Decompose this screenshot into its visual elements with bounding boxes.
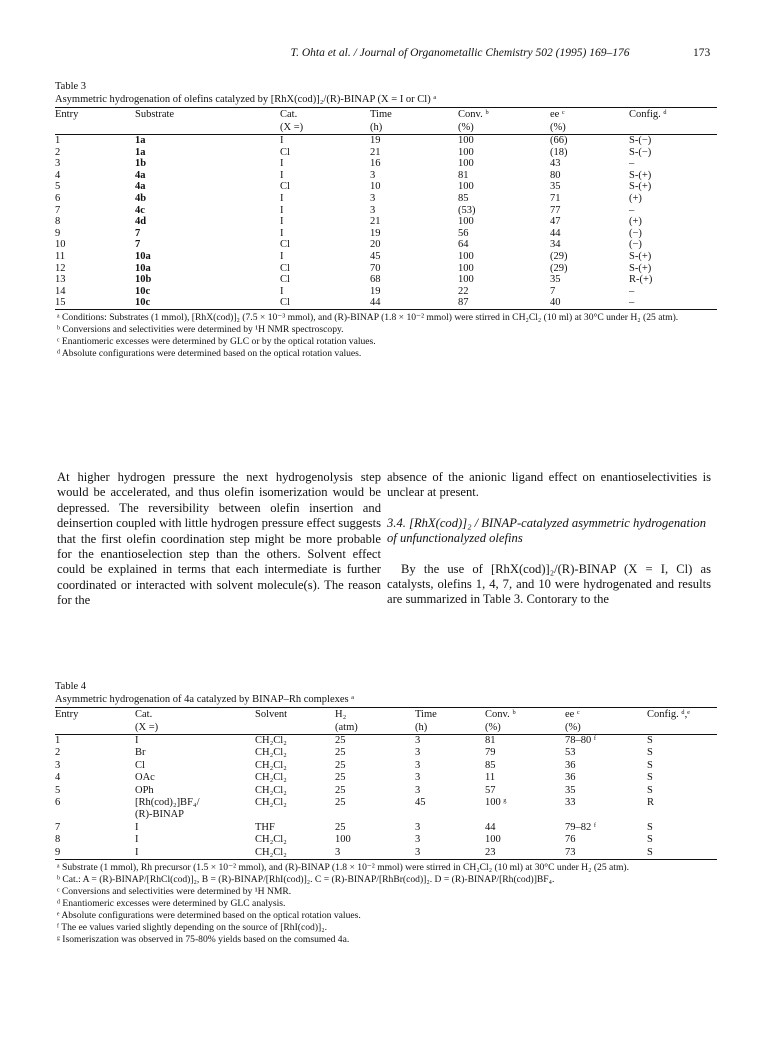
table-4-cell: 3	[415, 784, 421, 796]
table-row	[55, 170, 717, 182]
table-4-footnote: ᵍ Isomeriszation was observed in 75-80% yields based on the comsumed 4a.	[57, 934, 350, 946]
table-4-header-cell: (h)	[415, 721, 485, 735]
table-4-header-cell	[55, 721, 135, 735]
table-4-cell: Br	[135, 747, 146, 759]
table-4-cell: [Rh(cod)₂]BF₄/	[135, 797, 200, 809]
table-4-cell: 25	[335, 759, 346, 771]
table-4-cell: CH₂Cl₂	[255, 846, 287, 858]
table-3-header-cell: (h)	[370, 121, 458, 135]
table-3-cell: 1a	[135, 146, 146, 158]
table-3-cell: 70	[370, 262, 381, 274]
table-4-header-row	[55, 708, 717, 722]
table-4-header-cell: Solvent	[255, 709, 288, 720]
table-3-cell: I	[280, 169, 284, 181]
table-3-cell: (53)	[458, 204, 476, 216]
table-3-cell: 100	[458, 135, 474, 146]
table-4-footnotes	[55, 862, 717, 946]
table-4-block	[55, 680, 717, 946]
table-3-cell: 10c	[135, 285, 151, 297]
table-3-cell: 14	[55, 285, 66, 297]
table-3-label: Table 3	[55, 81, 87, 92]
table-4-cell: 36	[565, 772, 576, 784]
table-3-header-cell: (%)	[550, 121, 629, 135]
table-3-cell: 71	[550, 192, 561, 204]
table-4-cell: 79–82 ᶠ	[565, 821, 597, 833]
table-4-cell: 53	[565, 747, 576, 759]
table-3-cell: 100	[458, 146, 474, 158]
table-4-cell: 36	[565, 759, 576, 771]
table-row	[55, 205, 717, 217]
table-3-cell: 4	[55, 169, 61, 181]
table-3-cell: 44	[370, 297, 381, 309]
table-4-cell: 57	[485, 784, 496, 796]
table-3-footnote: ᶜ Enantiomeric excesses were determined by GLC or by the optical rotation values.	[57, 335, 376, 347]
table-4-cell: 81	[485, 735, 496, 746]
table-4-header-cell: H₂	[335, 709, 347, 720]
table-4-cell	[335, 809, 415, 821]
table-row	[55, 797, 717, 809]
table-3-cell: S-(+)	[629, 250, 652, 262]
table-3-header-row	[55, 108, 717, 122]
table-3-cell: 7	[55, 204, 61, 216]
table-4-cell: I	[135, 821, 139, 833]
table-3-cell: 20	[370, 239, 381, 251]
table-row	[55, 228, 717, 240]
table-3-cell: 44	[550, 227, 561, 239]
table-4-header-cell: (%)	[565, 721, 647, 735]
table-4-cell: THF	[255, 821, 275, 833]
table-3-cell: 68	[370, 274, 381, 286]
table-3-header-cell: ee ᶜ	[550, 109, 565, 120]
table-4-cell: (R)-BINAP	[135, 809, 184, 821]
table-3-cell: (−)	[629, 239, 642, 251]
table-row	[55, 193, 717, 205]
table-4-cell: OPh	[135, 784, 154, 796]
table-3-header-cell	[55, 121, 135, 135]
table-3-cell: I	[280, 250, 284, 262]
table-4-cell: 25	[335, 747, 346, 759]
table-4	[55, 707, 717, 860]
table-4-cell: 8	[55, 834, 61, 846]
table-4-cell: 73	[565, 846, 576, 858]
table-3-cell: 5	[55, 181, 61, 193]
table-4-cell: S	[647, 784, 653, 796]
table-row	[55, 747, 717, 759]
table-3-cell: 16	[370, 158, 381, 170]
table-4-header-cell	[255, 721, 335, 735]
table-3-cell: I	[280, 192, 284, 204]
running-head: T. Ohta et al. / Journal of Organometallic Chemistry 502 (1995) 169–176	[290, 47, 630, 59]
table-4-cell: CH₂Cl₂	[255, 784, 287, 796]
table-3-cell: 35	[550, 274, 561, 286]
table-3-header-cell: (X =)	[280, 121, 370, 135]
table-4-cell: CH₂Cl₂	[255, 797, 287, 809]
table-3-cell: 100	[458, 216, 474, 228]
table-3-cell: 3	[55, 158, 61, 170]
table-4-cell: 3	[415, 747, 421, 759]
table-3-cell: 10	[55, 239, 66, 251]
table-4-cell: 4	[55, 772, 61, 784]
table-3-cell: 81	[458, 169, 469, 181]
table-3-cell: S-(−)	[629, 146, 652, 158]
table-4-cell	[485, 809, 565, 821]
table-3-cell: 77	[550, 204, 561, 216]
table-3-cell: 85	[458, 192, 469, 204]
table-3-cell: 87	[458, 297, 469, 309]
table-4-footnote: ᶠ The ee values varied slightly depending on the source of [RhI(cod)]₂.	[57, 922, 327, 934]
table-3-cell: 45	[370, 250, 381, 262]
table-4-cell: 100 ᵍ	[485, 797, 507, 809]
table-4-cell: CH₂Cl₂	[255, 772, 287, 784]
table-4-cell: 6	[55, 797, 61, 809]
table-4-cell	[647, 809, 717, 821]
table-3-cell: 4d	[135, 216, 147, 228]
table-3-cell: 100	[458, 181, 474, 193]
table-3-cell: 1b	[135, 158, 147, 170]
table-row	[55, 216, 717, 228]
table-3-cell: 10a	[135, 262, 151, 274]
table-3-cell: 3	[370, 204, 376, 216]
table-4-cell: 35	[565, 784, 576, 796]
table-row	[55, 251, 717, 263]
table-3-cell: S-(+)	[629, 181, 652, 193]
table-4-cell: CH₂Cl₂	[255, 735, 287, 746]
body-column-right	[387, 470, 711, 608]
table-3-cell: 8	[55, 216, 61, 228]
table-row	[55, 297, 717, 309]
table-3-caption: Asymmetric hydrogenation of olefins catalyzed by [RhX(cod)]₂/(R)-BINAP (X = I or Cl) ᵃ	[55, 94, 437, 105]
table-4-cell: 33	[565, 797, 576, 809]
table-3-cell: 40	[550, 297, 561, 309]
table-3-cell: 43	[550, 158, 561, 170]
table-4-cell: S	[647, 834, 653, 846]
table-4-cell: 25	[335, 784, 346, 796]
table-4-header-cell: Conv. ᵇ	[485, 709, 516, 720]
table-4-cell: 3	[335, 846, 341, 858]
table-3-cell: 10a	[135, 250, 151, 262]
table-4-cell: S	[647, 772, 653, 784]
table-row	[55, 135, 717, 147]
table-3-header-cell: Time	[370, 109, 392, 120]
table-3-cell: 34	[550, 239, 561, 251]
table-3-cell: 100	[458, 158, 474, 170]
table-3-cell: 4a	[135, 169, 146, 181]
table-row	[55, 809, 717, 821]
table-row	[55, 286, 717, 298]
table-row	[55, 785, 717, 797]
table-4-cell: 3	[415, 759, 421, 771]
table-3-cell: 11	[55, 250, 66, 262]
table-3-cell: 4c	[135, 204, 145, 216]
table-3-header-cell: Cat.	[280, 109, 298, 120]
table-3-cell: 1	[55, 135, 61, 146]
table-row	[55, 147, 717, 159]
table-3-cell: (18)	[550, 146, 568, 158]
table-3-cell: 4b	[135, 192, 147, 204]
table-4-cell	[565, 809, 647, 821]
table-3-header-cell: Conv. ᵇ	[458, 109, 489, 120]
table-row	[55, 772, 717, 784]
table-3-cell: 21	[370, 216, 381, 228]
table-row	[55, 158, 717, 170]
table-4-cell: S	[647, 846, 653, 858]
table-3-cell: 80	[550, 169, 561, 181]
table-3-cell: I	[280, 227, 284, 239]
table-3-cell: –	[629, 204, 635, 216]
table-3-subheader-row	[55, 121, 717, 135]
table-3-cell: 35	[550, 181, 561, 193]
table-3-cell: 13	[55, 274, 66, 286]
table-4-caption: Asymmetric hydrogenation of 4a catalyzed by BINAP–Rh complexes ᵃ	[55, 694, 355, 705]
table-4-cell	[255, 809, 335, 821]
table-3-header-cell	[629, 121, 717, 135]
table-row	[55, 735, 717, 748]
table-3-cell: 64	[458, 239, 469, 251]
table-3-cell: S-(+)	[629, 262, 652, 274]
table-3-cell: 10b	[135, 274, 152, 286]
body-paragraph: At higher hydrogen pressure the next hydrogenolysis step would be accelerated, and thus olefin isomerization would be depressed. The reversibility between olefin insertion and deinsertion coupled with little hydrogen pressure effect suggests that the first olefin coordination step might be more probable for the enantioselection step than the others. Solvent effect could be explained in terms that each intermediate is further coordinated or interacted with solvent molecule(s). The reason for the	[57, 470, 381, 608]
table-3-cell: 100	[458, 250, 474, 262]
table-3-cell: (+)	[629, 216, 642, 228]
table-3-cell: 15	[55, 297, 66, 309]
table-4-cell: 25	[335, 821, 346, 833]
body-paragraph: absence of the anionic ligand effect on enantioselectivities is unclear at present.	[387, 470, 711, 500]
table-3-footnotes	[55, 312, 717, 360]
table-4-cell: 5	[55, 784, 61, 796]
table-row	[55, 263, 717, 275]
table-4-header-cell	[647, 721, 717, 735]
table-3-cell: S-(−)	[629, 135, 652, 146]
table-3-cell: 1a	[135, 135, 146, 146]
table-4-cell: I	[135, 846, 139, 858]
table-row	[55, 760, 717, 772]
table-3-footnote: ᵈ Absolute configurations were determined based on the optical rotation values.	[57, 347, 362, 359]
table-3-cell: Cl	[280, 181, 290, 193]
table-3-cell: 21	[370, 146, 381, 158]
table-3-header-cell: Substrate	[135, 109, 175, 120]
table-4-header-cell: Cat.	[135, 709, 153, 720]
table-4-cell: 85	[485, 759, 496, 771]
table-4-footnote: ᵈ Enantiomeric excesses were determined by GLC analysis.	[57, 898, 286, 910]
table-3-cell: 100	[458, 262, 474, 274]
table-4-cell: 11	[485, 772, 496, 784]
table-3-cell: (−)	[629, 227, 642, 239]
table-3-cell: 7	[550, 285, 556, 297]
table-4-header-cell: (%)	[485, 721, 565, 735]
table-4-header-cell: (atm)	[335, 721, 415, 735]
table-3-cell: 10	[370, 181, 381, 193]
table-4-cell: 44	[485, 821, 496, 833]
table-4-header-cell: ee ᶜ	[565, 709, 580, 720]
table-3-cell: –	[629, 297, 635, 309]
table-3-cell: 3	[370, 192, 376, 204]
table-4-cell: 2	[55, 747, 61, 759]
table-4-cell: OAc	[135, 772, 155, 784]
table-4-cell: S	[647, 759, 653, 771]
table-4-cell: 3	[55, 759, 61, 771]
table-3-cell: I	[280, 158, 284, 170]
table-4-footnote: ᶜ Conversions and selectivities were determined by ¹H NMR.	[57, 886, 292, 898]
table-3-cell: 19	[370, 285, 381, 297]
table-row	[55, 847, 717, 860]
table-3-cell: (66)	[550, 135, 568, 146]
table-3-cell: Cl	[280, 274, 290, 286]
table-4-cell: 25	[335, 772, 346, 784]
table-4-cell: 100	[485, 834, 501, 846]
table-3-cell: I	[280, 204, 284, 216]
table-3-cell: I	[280, 135, 284, 146]
table-4-cell: Cl	[135, 759, 145, 771]
table-3-cell: 19	[370, 227, 381, 239]
table-4-header-cell: (X =)	[135, 721, 255, 735]
table-3-cell: Cl	[280, 239, 290, 251]
table-3-cell: 56	[458, 227, 469, 239]
table-3-footnote: ᵇ Conversions and selectivities were determined by ¹H NMR spectroscopy.	[57, 323, 344, 335]
table-3-cell: (+)	[629, 192, 642, 204]
table-4-cell: CH₂Cl₂	[255, 747, 287, 759]
section-heading: 3.4. [RhX(cod)]₂ / BINAP-catalyzed asymmetric hydrogenation of unfunctionalyzed olefins	[387, 515, 707, 546]
table-3-cell: Cl	[280, 297, 290, 309]
table-4-footnote: ᵃ Substrate (1 mmol), Rh precursor (1.5 × 10⁻² mmol), and (R)-BINAP (1.8 × 10⁻² mmol) were stirred in CH₂Cl₂ (10 ml) at 30°C under H₂ (25 atm).	[57, 862, 630, 874]
table-4-cell: 3	[415, 772, 421, 784]
table-3-cell: 12	[55, 262, 66, 274]
table-4-cell: CH₂Cl₂	[255, 834, 287, 846]
table-3-header-cell: Config. ᵈ	[629, 109, 667, 120]
table-4-cell: 9	[55, 846, 61, 858]
table-3-cell: 10c	[135, 297, 151, 309]
table-4-subheader-row	[55, 721, 717, 735]
table-row	[55, 181, 717, 193]
table-3-cell: 7	[135, 227, 141, 239]
table-3-cell: R-(+)	[629, 274, 653, 286]
table-3-cell: 22	[458, 285, 469, 297]
table-4-cell: 3	[415, 821, 421, 833]
table-row	[55, 239, 717, 251]
table-3-cell: (29)	[550, 262, 568, 274]
table-4-cell: 25	[335, 735, 346, 746]
table-4-cell	[55, 809, 135, 821]
table-3-block	[55, 80, 717, 360]
table-row	[55, 274, 717, 286]
table-3-header-cell: Entry	[55, 109, 79, 120]
table-4-cell: CH₂Cl₂	[255, 759, 287, 771]
table-3-cell: (29)	[550, 250, 568, 262]
table-4-cell: 100	[335, 834, 351, 846]
table-4-cell: 25	[335, 797, 346, 809]
table-4-body	[55, 735, 717, 860]
table-4-cell: 79	[485, 747, 496, 759]
table-3-footnote: ᵃ Conditions: Substrates (1 mmol), [RhX(cod)]₂ (7.5 × 10⁻³ mmol), and (R)-BINAP (1.8 × 10⁻² mmol) were stirred in CH₂Cl₂ (10 ml) at 30°C under H₂ (25 atm).	[57, 311, 679, 323]
page-number: 173	[693, 47, 711, 59]
table-3	[55, 107, 717, 310]
table-4-cell	[415, 809, 485, 821]
table-4-cell: S	[647, 735, 653, 746]
table-4-cell: S	[647, 821, 653, 833]
table-4-cell: S	[647, 747, 653, 759]
table-4-cell: 3	[415, 735, 421, 746]
table-3-cell: 19	[370, 135, 381, 146]
table-3-cell: I	[280, 216, 284, 228]
table-4-cell: 1	[55, 735, 61, 746]
table-4-label: Table 4	[55, 681, 87, 692]
table-3-cell: 4a	[135, 181, 146, 193]
table-4-cell: 3	[415, 846, 421, 858]
table-4-cell: 23	[485, 846, 496, 858]
table-3-cell: Cl	[280, 262, 290, 274]
table-3-cell: 47	[550, 216, 561, 228]
table-3-cell: S-(+)	[629, 169, 652, 181]
table-3-cell: 9	[55, 227, 61, 239]
table-3-cell: 100	[458, 274, 474, 286]
table-4-cell: 45	[415, 797, 426, 809]
table-4-cell: 7	[55, 821, 61, 833]
table-4-cell: I	[135, 834, 139, 846]
table-row	[55, 834, 717, 846]
table-4-footnote: ᵉ Absolute configurations were determined based on the optical rotation values.	[57, 910, 361, 922]
table-4-header-cell: Entry	[55, 709, 79, 720]
table-3-cell: –	[629, 158, 635, 170]
table-4-cell: R	[647, 797, 655, 809]
table-3-header-cell: (%)	[458, 121, 550, 135]
body-paragraph: By the use of [RhX(cod)]₂/(R)-BINAP (X = I, Cl) as catalysts, olefins 1, 4, 7, and 10 were hydrogenated and results are summarized in Table 3. Contorary to the	[387, 561, 711, 607]
table-3-header-cell	[135, 121, 280, 135]
table-3-cell: Cl	[280, 146, 290, 158]
table-4-cell: I	[135, 735, 139, 746]
table-3-cell: 3	[370, 169, 376, 181]
table-4-header-cell: Config. ᵈ,ᵉ	[647, 709, 690, 720]
table-3-cell: 6	[55, 192, 61, 204]
table-4-cell: 78–80 ᶠ	[565, 735, 597, 746]
table-3-body	[55, 135, 717, 310]
table-4-footnote: ᵇ Cat.: A = (R)-BINAP/[RhCl(cod)]₂, B = (R)-BINAP/[RhI(cod)]₂. C = (R)-BINAP/[RhBr(cod)]₂. D = (R)-BINAP/[Rh(cod)]BF₄.	[57, 874, 555, 886]
table-row	[55, 822, 717, 834]
body-column-left	[57, 470, 381, 609]
table-3-cell: 2	[55, 146, 61, 158]
table-3-cell: 7	[135, 239, 141, 251]
table-3-cell: –	[629, 285, 635, 297]
table-3-cell: I	[280, 285, 284, 297]
table-4-cell: 3	[415, 834, 421, 846]
table-4-cell: 76	[565, 834, 576, 846]
table-4-header-cell: Time	[415, 709, 437, 720]
